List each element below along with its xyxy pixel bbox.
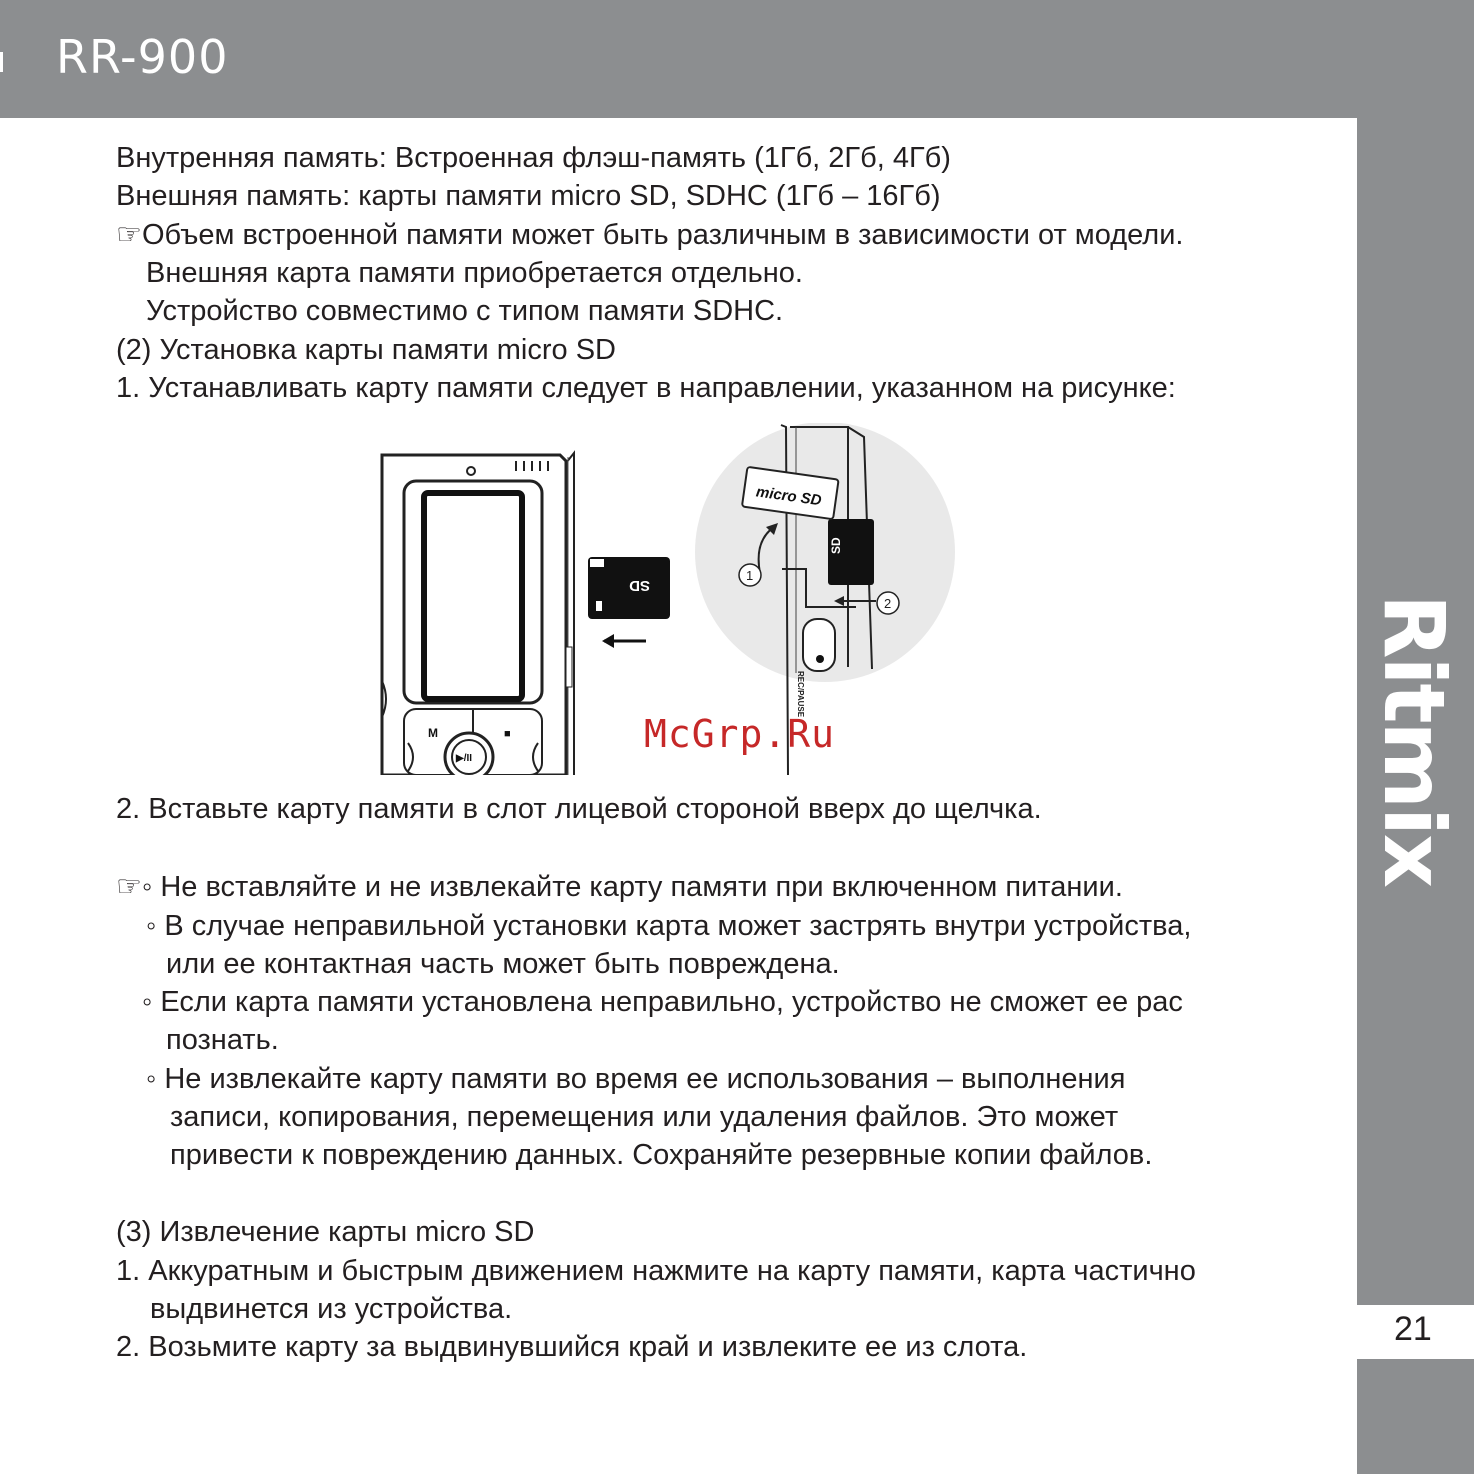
brand-logo: Ritmix xyxy=(1365,593,1463,887)
step1: 1. Устанавливать карту памяти следует в направлении, указанном на рисунке: xyxy=(116,372,1176,404)
play-button: ▶/II xyxy=(456,753,473,764)
warning-3-line2: познать. xyxy=(166,1024,279,1056)
header-tick xyxy=(0,52,3,72)
note1-line2: Внешняя карта памяти приобретается отдельно. xyxy=(146,257,803,289)
warning-2-line2: или ее контактная часть может быть повреждена. xyxy=(166,948,840,980)
page-number: 21 xyxy=(1394,1310,1432,1348)
remove-step1-line1: 1. Аккуратным и быстрым движением нажмите на карту памяти, карта частично xyxy=(116,1255,1196,1287)
warning-2-line1: ◦ В случае неправильной установки карта может застрять внутри устройства, xyxy=(146,910,1192,942)
remove-step1-line2: выдвинется из устройства. xyxy=(150,1293,513,1325)
warning-1: ☞◦ Не вставляйте и не извлекайте карту памяти при включенном питании. xyxy=(116,871,1123,903)
player-screen xyxy=(424,493,522,699)
section2-title: (2) Установка карты памяти micro SD xyxy=(116,334,616,366)
rec-pause-button xyxy=(803,619,835,671)
model-title: RR-900 xyxy=(56,30,229,84)
warning-4-line3: привести к повреждению данных. Сохраняйте резервные копии файлов. xyxy=(170,1139,1153,1171)
note1-line1: ☞Объем встроенной памяти может быть различным в зависимости от модели. xyxy=(116,219,1184,251)
section3-title: (3) Извлечение карты micro SD xyxy=(116,1216,535,1248)
warning-3-line1: ◦ Если карта памяти установлена неправильно, устройство не сможет ее рас xyxy=(142,986,1183,1018)
stop-button: ■ xyxy=(504,728,511,740)
step-2-number: 2 xyxy=(884,596,892,611)
svg-text:SD: SD xyxy=(629,577,650,594)
memory-internal: Внутренняя память: Встроенная флэш-память (1Гб, 2Гб, 4Гб) xyxy=(116,142,951,174)
warning-4-line1: ◦ Не извлекайте карту памяти во время ее использования – выполнения xyxy=(146,1063,1126,1095)
rec-pause-label: REC/PAUSE xyxy=(796,671,805,718)
note1-line3: Устройство совместимо с типом памяти SDHC. xyxy=(146,295,784,327)
watermark: McGrp.Ru xyxy=(644,712,836,756)
svg-text:SD: SD xyxy=(829,537,843,554)
warning-4-line2: записи, копирования, перемещения или удаления файлов. Это может xyxy=(170,1101,1119,1133)
card-label: micro SD xyxy=(754,483,823,510)
micro-sd-card xyxy=(588,557,670,619)
step2: 2. Вставьте карту памяти в слот лицевой стороной вверх до щелчка. xyxy=(116,793,1042,825)
remove-step2: 2. Возьмите карту за выдвинувшийся край и извлеките ее из слота. xyxy=(116,1331,1028,1363)
step-1-number: 1 xyxy=(746,568,754,583)
memory-external: Внешняя память: карты памяти micro SD, SDHC (1Гб – 16Гб) xyxy=(116,180,941,212)
menu-button: M xyxy=(428,726,438,740)
